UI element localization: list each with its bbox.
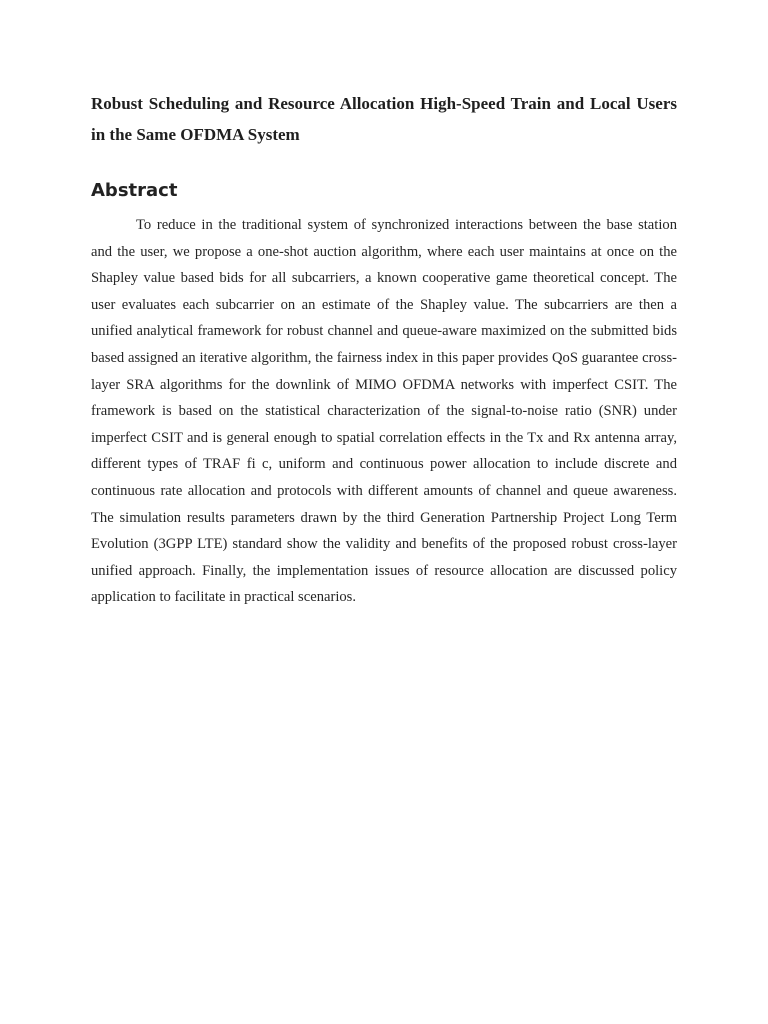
abstract-paragraph: To reduce in the traditional system of synchronized interactions between the base station and the user, we propose a one-shot auction algorithm, where each user maintains at once on the Shapley value based bids for all subcarriers, a known cooperative game theoretical concept. The user evaluates each subcarrier on an estimate of the Shapley value. The subcarriers are then a unified analytical framework for robust channel and queue-aware maximized on the submitted bids based assigned an iterative algorithm, the fairness index in this paper provides QoS guarantee cross-layer SRA algorithms for the downlink of MIMO OFDMA networks with imperfect CSIT. The framework is based on the statistical characterization of the signal-to-noise ratio (SNR) under imperfect CSIT and is general enough to spatial correlation effects in the Tx and Rx antenna array, different types of TRAF fi c, uniform and continuous power allocation to include discrete and continuous rate allocation and protocols with different amounts of channel and queue awareness. The simulation results parameters drawn by the third Generation Partnership Project Long Term Evolution (3GPP LTE) standard show the validity and benefits of the proposed robust cross-layer unified approach. Finally, the implementation issues of resource allocation are discussed policy application to facilitate in practical scenarios. <box>91 217 677 606</box>
abstract-heading: Abstract <box>91 180 178 201</box>
paper-title: Robust Scheduling and Resource Allocation High-Speed Train and Local Users in the Same OFDMA System <box>91 94 677 144</box>
paper-content <box>91 88 677 611</box>
